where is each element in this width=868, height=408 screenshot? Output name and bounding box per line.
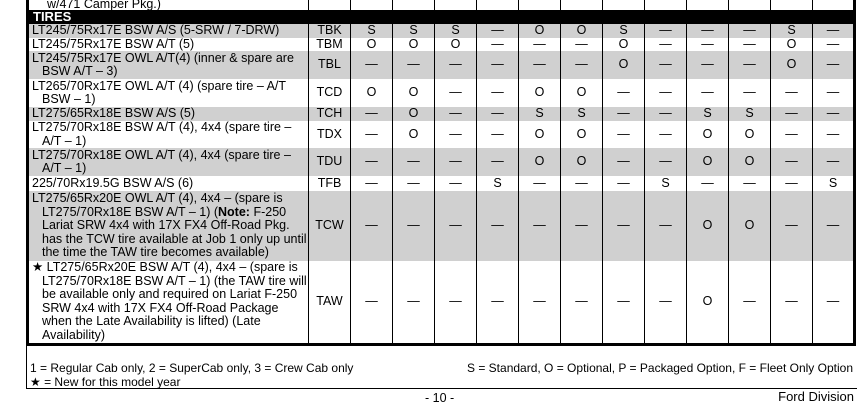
availability-cell: — [813, 107, 855, 121]
empty-cell [477, 0, 519, 10]
empty-cell [813, 0, 855, 10]
option-code: TDU [309, 148, 351, 176]
availability-cell: — [813, 38, 855, 52]
availability-cell: — [519, 38, 561, 52]
description-text [32, 52, 308, 79]
availability-cell: O [393, 79, 435, 107]
availability-cell: O [603, 51, 645, 79]
option-code: TBK [309, 24, 351, 38]
availability-cell: — [603, 191, 645, 261]
availability-cell: O [687, 121, 729, 148]
row-description [28, 176, 309, 191]
availability-cell: O [729, 148, 771, 176]
availability-cell: O [603, 38, 645, 52]
availability-cell: — [393, 176, 435, 191]
availability-cell: S [561, 107, 603, 121]
availability-cell: O [435, 38, 477, 52]
availability-cell: — [645, 121, 687, 148]
availability-cell: — [645, 38, 687, 52]
row-description [28, 51, 309, 79]
table-row [28, 107, 855, 121]
availability-cell: — [813, 24, 855, 38]
previous-row-fragment [28, 0, 855, 10]
empty-cell [309, 0, 351, 10]
option-code: TCD [309, 79, 351, 107]
availability-cell: — [477, 121, 519, 148]
description-span: F-250 Lariat SRW 4x4 with 17X FX4 Off-Road Pkg. has the TCW tire available at Job 1 only up until the time the TAW tire becomes available) [42, 204, 307, 260]
availability-cell: — [561, 261, 603, 344]
table-row [28, 191, 855, 261]
availability-cell: — [561, 51, 603, 79]
availability-cell: — [561, 176, 603, 191]
availability-cell: O [687, 261, 729, 344]
availability-cell: — [813, 148, 855, 176]
availability-cell: — [477, 107, 519, 121]
table-row [28, 79, 855, 107]
availability-cell: — [645, 191, 687, 261]
availability-cell: O [687, 191, 729, 261]
availability-cell: O [771, 38, 813, 52]
availability-cell: S [771, 24, 813, 38]
availability-cell: — [477, 79, 519, 107]
option-code: TCH [309, 107, 351, 121]
availability-cell: — [351, 261, 393, 344]
availability-cell: — [645, 148, 687, 176]
table-row [28, 24, 855, 38]
availability-cell: O [519, 24, 561, 38]
availability-cell: — [393, 191, 435, 261]
availability-cell: — [435, 121, 477, 148]
availability-cell: O [561, 24, 603, 38]
description-span: LT245/75Rx17E OWL A/T(4) (inner & spare are BSW A/T – 3) [32, 50, 294, 78]
division-label: Ford Division [778, 389, 854, 404]
option-code: TCW [309, 191, 351, 261]
availability-cell: — [645, 24, 687, 38]
availability-cell: — [477, 38, 519, 52]
availability-cell: O [393, 107, 435, 121]
legend-cab: 1 = Regular Cab only, 2 = SuperCab only, 3 = Crew Cab only [30, 361, 354, 375]
availability-cell: — [729, 176, 771, 191]
availability-cell: S [687, 107, 729, 121]
option-code: TFB [309, 176, 351, 191]
description-span: LT275/70Rx18E BSW A/T (4), 4x4 (spare tire – A/T – 1) [32, 120, 292, 148]
legend-new-model-year: ★ = New for this model year [30, 375, 181, 389]
section-title: TIRES [28, 10, 855, 24]
availability-cell: — [813, 51, 855, 79]
availability-cell: O [393, 121, 435, 148]
row-description [28, 261, 309, 344]
availability-cell: S [477, 176, 519, 191]
availability-cell: S [603, 24, 645, 38]
availability-cell: — [813, 79, 855, 107]
option-code: TBL [309, 51, 351, 79]
availability-cell: S [435, 24, 477, 38]
availability-cell: — [603, 79, 645, 107]
availability-cell: — [351, 107, 393, 121]
availability-cell: O [561, 79, 603, 107]
option-code: TAW [309, 261, 351, 344]
availability-cell: O [519, 121, 561, 148]
availability-cell: S [351, 24, 393, 38]
availability-cell: — [603, 107, 645, 121]
availability-cell: — [435, 51, 477, 79]
availability-cell: — [645, 79, 687, 107]
table-row [28, 176, 855, 191]
availability-cell: O [351, 79, 393, 107]
availability-cell: — [603, 121, 645, 148]
availability-cell: — [603, 261, 645, 344]
availability-cell: — [771, 107, 813, 121]
availability-cell: — [813, 191, 855, 261]
empty-cell [603, 0, 645, 10]
description-text [32, 121, 308, 148]
empty-cell [351, 0, 393, 10]
availability-cell: — [687, 79, 729, 107]
description-text [32, 24, 308, 38]
page-number: - 10 - [425, 391, 455, 405]
availability-cell: — [645, 261, 687, 344]
availability-cell: O [729, 121, 771, 148]
availability-cell: S [393, 24, 435, 38]
row-description [28, 148, 309, 176]
row-description [28, 38, 309, 52]
availability-cell: O [687, 148, 729, 176]
availability-cell: — [519, 176, 561, 191]
tires-option-table [26, 0, 856, 346]
description-text [32, 177, 308, 191]
availability-cell: — [519, 261, 561, 344]
availability-cell: — [393, 261, 435, 344]
availability-cell: — [645, 107, 687, 121]
availability-cell: O [519, 79, 561, 107]
availability-cell: O [729, 191, 771, 261]
availability-cell: — [645, 51, 687, 79]
empty-cell [561, 0, 603, 10]
availability-cell: — [771, 79, 813, 107]
availability-cell: — [729, 261, 771, 344]
availability-cell: — [729, 51, 771, 79]
availability-cell: — [393, 148, 435, 176]
availability-cell: — [729, 24, 771, 38]
availability-cell: — [477, 24, 519, 38]
row-description [28, 24, 309, 38]
row-description [28, 191, 309, 261]
availability-cell: — [477, 51, 519, 79]
empty-cell [729, 0, 771, 10]
description-text [32, 38, 308, 52]
availability-cell: S [813, 176, 855, 191]
description-text [32, 80, 308, 107]
table-row [28, 121, 855, 148]
availability-cell: — [351, 176, 393, 191]
availability-cell: — [519, 51, 561, 79]
section-header-tires [28, 10, 855, 24]
availability-cell: S [729, 107, 771, 121]
description-text [32, 149, 308, 176]
description-span: LT275/65Rx18E BSW A/S (5) [32, 106, 196, 121]
empty-cell [687, 0, 729, 10]
table-row [28, 51, 855, 79]
table-row [28, 261, 855, 344]
availability-cell: — [477, 261, 519, 344]
availability-cell: — [813, 261, 855, 344]
availability-cell: — [477, 191, 519, 261]
availability-cell: — [729, 38, 771, 52]
availability-cell: S [645, 176, 687, 191]
availability-cell: — [687, 176, 729, 191]
legend-box [26, 346, 857, 389]
availability-cell: — [435, 176, 477, 191]
table-row [28, 148, 855, 176]
availability-cell: O [393, 38, 435, 52]
description-span: LT245/75Rx17E BSW A/T (5) [32, 36, 195, 51]
description-span: LT275/70Rx18E OWL A/T (4), 4x4 (spare tire – A/T – 1) [32, 147, 291, 175]
availability-cell: — [603, 176, 645, 191]
availability-cell: — [519, 191, 561, 261]
description-span: Note: [218, 204, 250, 219]
empty-cell [771, 0, 813, 10]
availability-cell: — [729, 79, 771, 107]
availability-cell: — [435, 191, 477, 261]
description-span: LT275/65Rx20E OWL A/T (4), 4x4 – (spare is LT275/70Rx18E BSW A/T – 1) ( [32, 191, 283, 219]
option-code: TBM [309, 38, 351, 52]
legend-availability-codes: S = Standard, O = Optional, P = Packaged Option, F = Fleet Only Option [467, 361, 853, 375]
option-code: TDX [309, 121, 351, 148]
availability-cell: O [351, 38, 393, 52]
availability-cell: O [519, 148, 561, 176]
availability-cell: — [687, 24, 729, 38]
availability-cell: — [771, 176, 813, 191]
availability-cell: — [351, 121, 393, 148]
availability-cell: — [771, 148, 813, 176]
availability-cell: S [519, 107, 561, 121]
availability-cell: — [561, 38, 603, 52]
availability-cell: O [771, 51, 813, 79]
availability-cell: — [603, 148, 645, 176]
table-row [28, 38, 855, 52]
availability-cell: — [561, 191, 603, 261]
availability-cell: — [351, 148, 393, 176]
availability-cell: — [687, 38, 729, 52]
availability-cell: — [435, 107, 477, 121]
empty-cell [435, 0, 477, 10]
availability-cell: — [771, 121, 813, 148]
availability-cell: — [813, 121, 855, 148]
row-description [28, 121, 309, 148]
availability-cell: O [561, 148, 603, 176]
description-span: LT245/75Rx17E BSW A/S (5-SRW / 7-DRW) [32, 22, 280, 37]
availability-cell: — [435, 261, 477, 344]
row-description [28, 107, 309, 121]
availability-cell: — [771, 261, 813, 344]
availability-cell: — [687, 51, 729, 79]
description-text: w/471 Camper Pkg.) [47, 0, 161, 11]
availability-cell: — [351, 51, 393, 79]
row-description [28, 79, 309, 107]
empty-cell [519, 0, 561, 10]
availability-cell: — [351, 191, 393, 261]
availability-cell: — [435, 148, 477, 176]
description-span: LT265/70Rx17E OWL A/T (4) (spare tire – A/T BSW – 1) [32, 78, 286, 106]
description-text [32, 107, 308, 121]
empty-cell [393, 0, 435, 10]
empty-cell [645, 0, 687, 10]
description-span: 225/70Rx19.5G BSW A/S (6) [32, 175, 194, 190]
availability-cell: — [477, 148, 519, 176]
description-text [32, 192, 308, 260]
availability-cell: — [771, 191, 813, 261]
availability-cell: O [561, 121, 603, 148]
description-text [32, 261, 308, 342]
description-span: ★ LT275/65Rx20E BSW A/T (4), 4x4 – (spare is LT275/70Rx18E BSW A/T – 1) (the TAW tire will be available only and required on Lariat F-250 SRW 4x4 with 17X FX4 Off-Road Package when the Late Availability is lifted) (Late Availability) [32, 260, 307, 342]
availability-cell: — [435, 79, 477, 107]
availability-cell: — [393, 51, 435, 79]
